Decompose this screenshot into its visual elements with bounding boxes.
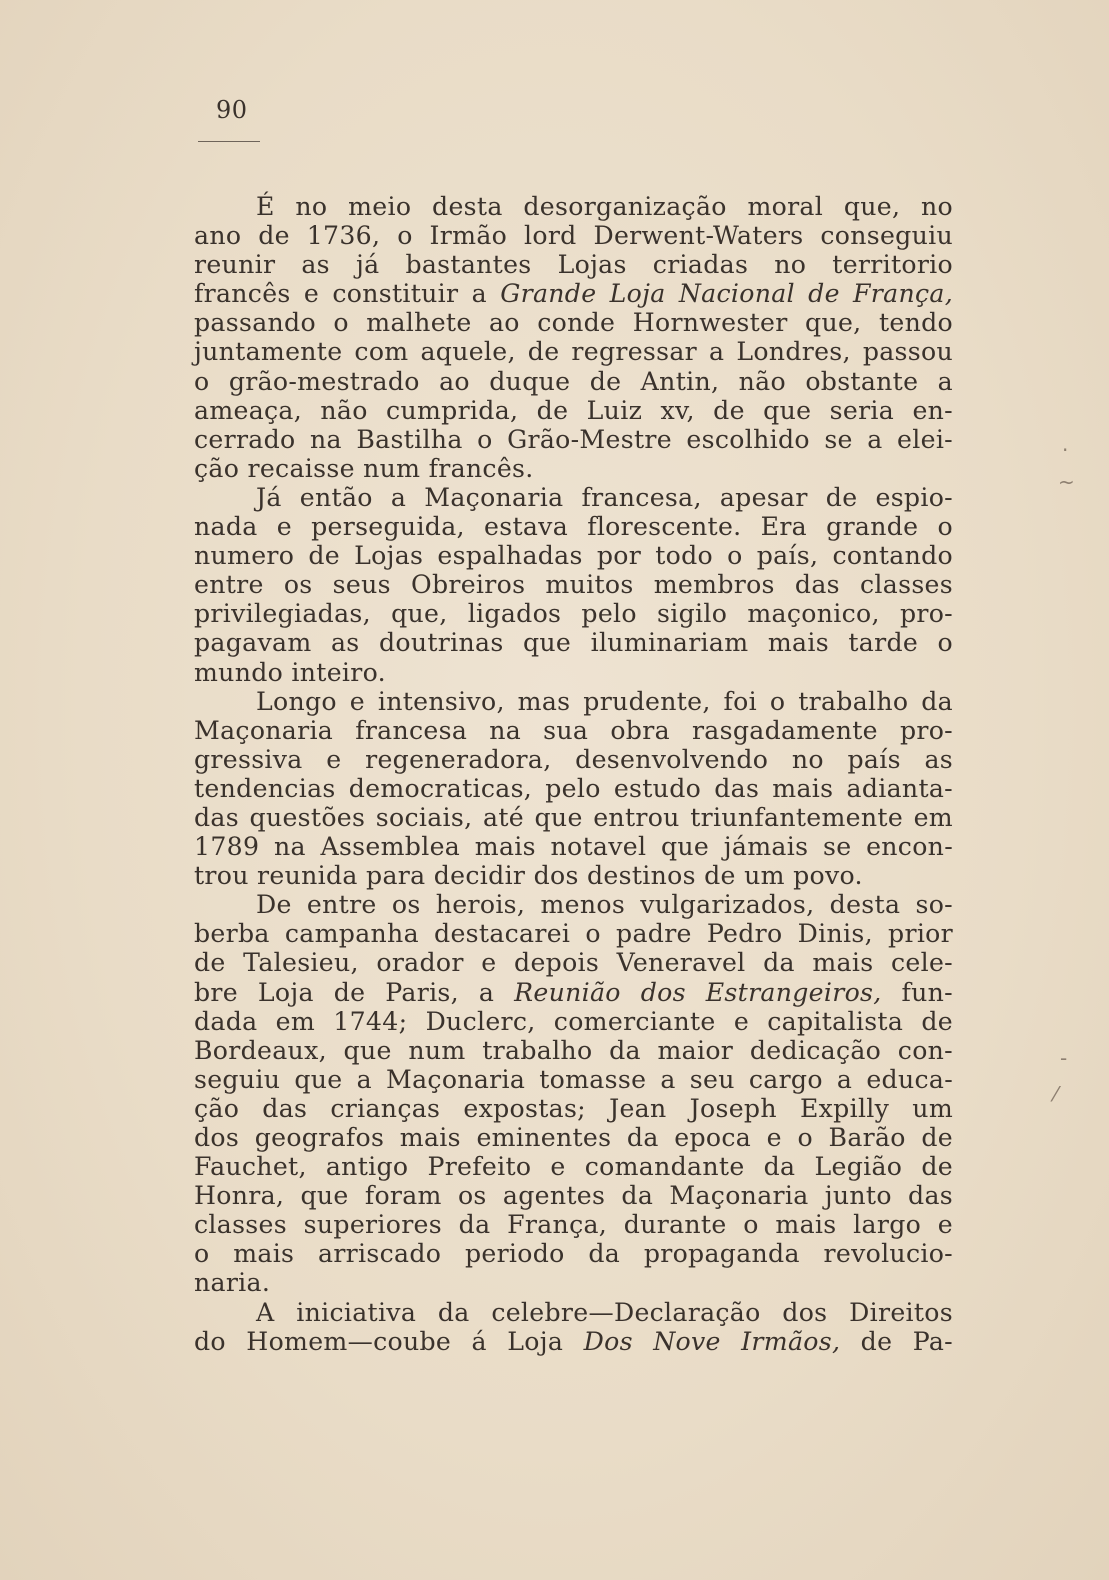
text-line: [194, 919, 953, 948]
text-segment: o grão-mestrado ao duque de Antin, não obstante a: [194, 366, 953, 396]
text-line: [194, 745, 953, 774]
text-line: [194, 337, 953, 366]
text-line: [194, 774, 953, 803]
text-segment: francês e constituir a: [194, 279, 501, 309]
text-line: [194, 250, 953, 279]
text-segment: entre os seus Obreiros muitos membros das classes: [194, 570, 953, 600]
text-segment: nada e perseguida, estava florescente. Era grande o: [194, 512, 953, 542]
text-line: [194, 861, 953, 890]
text-segment: Longo e intensivo, mas prudente, foi o trabalho da: [256, 686, 953, 716]
text-line: [194, 803, 953, 832]
text-line: [194, 948, 953, 977]
text-line: [194, 832, 953, 861]
text-segment: naria.: [194, 1268, 271, 1298]
text-segment: ano de 1736, o Irmão lord Derwent-Waters conseguiu: [194, 221, 953, 251]
body-text: [194, 192, 953, 1356]
text-line: [194, 541, 953, 570]
text-segment: dada em 1744; Duclerc, comerciante e capitalista de: [194, 1006, 953, 1036]
text-line: [194, 658, 953, 687]
text-segment: 1789 na Assemblea mais notavel que jámais se encon-: [194, 832, 953, 862]
text-segment: tendencias democraticas, pelo estudo das mais adianta-: [194, 773, 953, 803]
text-segment: juntamente com aquele, de regressar a Londres, passou: [194, 337, 953, 367]
margin-speck: ⁄: [1054, 1082, 1058, 1106]
page-number: 90: [216, 96, 248, 124]
text-line: [194, 1007, 953, 1036]
text-segment: fun-: [881, 977, 953, 1007]
text-segment: É no meio desta desorganização moral que, no: [256, 192, 953, 221]
italic-title: Dos Nove Irmãos,: [583, 1326, 841, 1356]
text-segment: classes superiores da França, durante o mais largo e: [194, 1210, 953, 1240]
text-line: [194, 1152, 953, 1181]
text-line: [194, 396, 953, 425]
text-line: [194, 599, 953, 628]
text-segment: berba campanha destacarei o padre Pedro Dinis, prior: [194, 919, 953, 949]
text-segment: bre Loja de Paris, a: [194, 977, 515, 1007]
text-segment: ção recaisse num francês.: [194, 453, 534, 483]
paragraph: [194, 890, 953, 1297]
text-segment: Já então a Maçonaria francesa, apesar de espio-: [256, 482, 953, 512]
text-line: [194, 308, 953, 337]
text-segment: cerrado na Bastilha o Grão-Mestre escolhido se a elei-: [194, 424, 953, 454]
text-line: [194, 1036, 953, 1065]
text-line: [194, 1065, 953, 1094]
text-segment: dos geografos mais eminentes da epoca e o Barão de: [194, 1123, 953, 1152]
text-segment: passando o malhete ao conde Hornwester que, tendo: [194, 308, 953, 338]
text-segment: A iniciativa da celebre—Declaração dos Direitos: [256, 1297, 953, 1327]
text-line: [194, 628, 953, 657]
text-line: [194, 192, 953, 221]
text-segment: pagavam as doutrinas que iluminariam mais tarde o: [194, 628, 953, 658]
text-line: [194, 978, 953, 1007]
text-segment: Honra, que foram os agentes da Maçonaria junto das: [194, 1181, 953, 1211]
text-line: [194, 1123, 953, 1152]
text-line: [194, 367, 953, 396]
text-segment: trou reunida para decidir dos destinos de um povo.: [194, 861, 863, 891]
text-line: [194, 483, 953, 512]
text-segment: Fauchet, antigo Prefeito e comandante da Legião de: [194, 1152, 953, 1182]
text-line: [194, 1327, 953, 1356]
text-segment: de Talesieu, orador e depois Veneravel da mais cele-: [194, 948, 953, 978]
text-line: [194, 1268, 953, 1297]
text-line: [194, 890, 953, 919]
paragraph: [194, 1298, 953, 1356]
text-segment: mundo inteiro.: [194, 657, 386, 687]
text-line: [194, 1239, 953, 1268]
text-line: [194, 221, 953, 250]
margin-speck: -: [1060, 1046, 1068, 1070]
text-line: [194, 1210, 953, 1239]
text-segment: Bordeaux, que num trabalho da maior dedicação con-: [194, 1035, 953, 1065]
text-line: [194, 512, 953, 541]
text-line: [194, 570, 953, 599]
text-segment: ameaça, não cumprida, de Luiz xv, de que seria en-: [194, 395, 953, 425]
text-segment: gressiva e regeneradora, desenvolvendo no país as: [194, 744, 953, 774]
page-number-rule: [198, 141, 260, 142]
text-segment: do Homem—coube á Loja: [194, 1326, 584, 1356]
text-line: [194, 1181, 953, 1210]
text-segment: reunir as já bastantes Lojas criadas no territorio: [194, 250, 953, 280]
margin-speck: ·: [1062, 438, 1069, 462]
paragraph: [194, 192, 953, 483]
italic-title: Grande Loja Nacional de França,: [500, 279, 953, 309]
text-line: [194, 716, 953, 745]
text-segment: seguiu que a Maçonaria tomasse a seu cargo a educa-: [194, 1064, 953, 1094]
text-segment: ção das crianças expostas; Jean Joseph Expilly um: [194, 1093, 953, 1123]
paragraph: [194, 687, 953, 891]
text-segment: Maçonaria francesa na sua obra rasgadamente pro-: [194, 715, 953, 745]
text-segment: de Pa-: [840, 1326, 953, 1356]
text-line: [194, 687, 953, 716]
text-segment: o mais arriscado periodo da propaganda revolucio-: [194, 1239, 953, 1269]
text-line: [194, 1298, 953, 1327]
text-segment: privilegiadas, que, ligados pelo sigilo maçonico, pro-: [194, 599, 953, 629]
italic-title: Reunião dos Estrangeiros,: [514, 977, 882, 1007]
margin-speck: ~: [1058, 470, 1075, 494]
text-segment: das questões sociais, até que entrou triunfantemente em: [194, 802, 953, 832]
text-line: [194, 1094, 953, 1123]
text-line: [194, 279, 953, 308]
text-line: [194, 425, 953, 454]
text-line: [194, 454, 953, 483]
text-segment: numero de Lojas espalhadas por todo o país, contando: [194, 541, 953, 571]
paragraph: [194, 483, 953, 687]
text-segment: De entre os herois, menos vulgarizados, desta so-: [256, 890, 953, 920]
